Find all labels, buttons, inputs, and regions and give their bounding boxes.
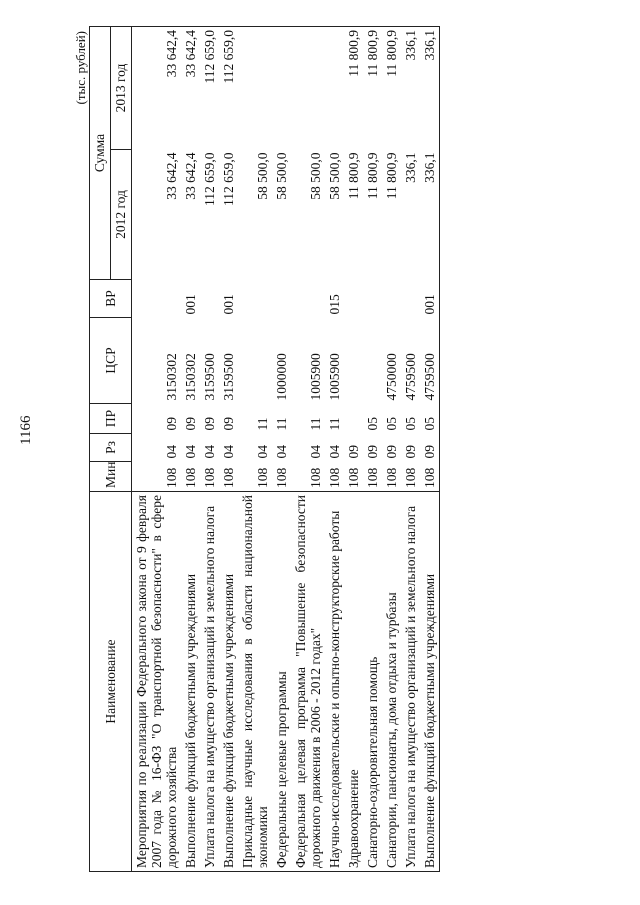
row-min: 108 [384, 467, 399, 488]
header-2013: 2013 год [111, 26, 132, 149]
row-sum-2013: 33 642,4 [132, 26, 182, 149]
row-rz: 04 [221, 445, 236, 459]
row-sum-2013: 11 800,9 [382, 26, 401, 149]
row-csr: 4750000 [384, 353, 399, 401]
row-name: Мероприятия по реализации Федерального закона от 9 февраля 2007 года № 16-ФЗ "О транспортной безопасности" в сфере дорожного хозяйства [132, 492, 182, 872]
row-rz: 09 [365, 445, 380, 459]
table-row [325, 26, 344, 871]
table-row [272, 26, 291, 871]
row-rz: 09 [420, 434, 440, 462]
row-name: Уплата налога на имущество организаций и земельного налога [200, 492, 219, 872]
row-csr: 3150302 [164, 353, 179, 401]
row-rz: 09 [384, 445, 399, 459]
row-sum-2012: 58 500,0 [327, 152, 342, 200]
row-name: Выполнение функций бюджетными учреждениями [420, 492, 440, 872]
table-row [344, 26, 363, 871]
row-csr: 1005900 [327, 353, 342, 401]
table-row [219, 26, 238, 871]
row-name: Выполнение функций бюджетными учреждениями [181, 492, 200, 872]
row-sum-2012: 11 800,9 [365, 152, 380, 200]
row-vr [291, 280, 325, 318]
row-sum-2013 [291, 26, 325, 149]
row-sum-2012: 112 659,0 [202, 152, 217, 206]
row-vr: 015 [327, 294, 342, 315]
row-pr: 05 [420, 404, 440, 434]
table-row [401, 26, 420, 871]
row-sum-2012: 33 642,4 [183, 152, 198, 200]
row-csr [238, 318, 272, 404]
budget-table [89, 26, 440, 872]
row-min: 108 [183, 467, 198, 488]
header-sum: Сумма [90, 26, 111, 279]
row-rz: 04 [327, 445, 342, 459]
row-name: Федеральная целевая программа "Повышение безопасности дорожного движения в 2006 - 2012 годах" [291, 492, 325, 872]
row-csr [344, 318, 363, 404]
row-min: 108 [365, 467, 380, 488]
row-sum-2012: 11 800,9 [346, 152, 361, 200]
row-vr [272, 280, 291, 318]
row-pr: 09 [183, 417, 198, 431]
header-2012: 2012 год [111, 150, 132, 280]
header-csr: ЦСР [90, 318, 132, 404]
row-name: Научно-исследовательские и опытно-конструкторские работы [325, 492, 344, 872]
row-pr: 09 [164, 417, 179, 431]
header-min: Мин [90, 462, 132, 492]
row-rz: 04 [308, 445, 323, 459]
row-min: 108 [164, 467, 179, 488]
row-pr: 11 [308, 417, 323, 431]
row-pr [344, 404, 363, 434]
row-name: Санатории, пансионаты, дома отдыха и турбазы [382, 492, 401, 872]
row-csr: 3159500 [221, 353, 236, 401]
row-vr [238, 280, 272, 318]
row-csr: 4759500 [403, 353, 418, 401]
row-pr: 09 [221, 417, 236, 431]
row-sum-2013: 11 800,9 [363, 26, 382, 149]
row-vr [401, 280, 420, 318]
row-csr: 1005900 [308, 353, 323, 401]
table-row [420, 26, 440, 871]
row-pr: 11 [255, 417, 270, 431]
row-sum-2012: 58 500,0 [274, 152, 289, 200]
row-sum-2013: 112 659,0 [200, 26, 219, 149]
row-pr: 05 [403, 417, 418, 431]
row-name: Выполнение функций бюджетными учреждениями [219, 492, 238, 872]
row-csr [363, 318, 382, 404]
row-pr: 11 [274, 417, 289, 431]
row-pr: 05 [365, 417, 380, 431]
row-name: Здравоохранение [344, 492, 363, 872]
row-vr: 001 [183, 294, 198, 315]
table-row [200, 26, 219, 871]
row-csr: 3159500 [202, 353, 217, 401]
row-sum-2013: 33 642,4 [181, 26, 200, 149]
row-name: Прикладные научные исследования в области национальной экономики [238, 492, 272, 872]
row-csr: 1000000 [274, 353, 289, 401]
row-sum-2013: 11 800,9 [344, 26, 363, 149]
row-csr: 3150302 [183, 353, 198, 401]
row-sum-2013 [238, 26, 272, 149]
table-row [291, 26, 325, 871]
row-sum-2012: 336,1 [403, 152, 418, 183]
table-row [238, 26, 272, 871]
row-sum-2012: 58 500,0 [308, 152, 323, 200]
row-min: 108 [420, 462, 440, 492]
header-pr: ПР [90, 404, 132, 434]
row-vr [132, 280, 182, 318]
row-min: 108 [403, 467, 418, 488]
page-number: 1166 [18, 415, 34, 445]
table-row [132, 26, 182, 871]
row-rz: 04 [202, 445, 217, 459]
row-min: 108 [346, 467, 361, 488]
row-rz: 04 [255, 445, 270, 459]
row-vr: 001 [221, 294, 236, 315]
row-min: 108 [202, 467, 217, 488]
row-sum-2013: 336,1 [420, 26, 440, 149]
header-vr: ВР [90, 280, 132, 318]
row-rz: 04 [183, 445, 198, 459]
row-sum-2012: 33 642,4 [164, 152, 179, 200]
row-min: 108 [308, 467, 323, 488]
row-sum-2012: 336,1 [420, 150, 440, 280]
row-vr [200, 280, 219, 318]
row-rz: 04 [164, 445, 179, 459]
row-sum-2013 [272, 26, 291, 149]
row-name: Уплата налога на имущество организаций и земельного налога [401, 492, 420, 872]
row-pr: 05 [384, 417, 399, 431]
row-name: Санаторно-оздоровительная помощь [363, 492, 382, 872]
row-pr: 09 [202, 417, 217, 431]
row-sum-2013: 336,1 [401, 26, 420, 149]
row-min: 108 [327, 467, 342, 488]
row-csr: 4759500 [420, 318, 440, 404]
header-rz: Рз [90, 434, 132, 462]
row-rz: 09 [403, 445, 418, 459]
header-name: Наименование [90, 492, 132, 872]
row-min: 108 [255, 467, 270, 488]
row-sum-2012: 112 659,0 [221, 152, 236, 206]
row-vr: 001 [420, 280, 440, 318]
row-sum-2013: 112 659,0 [219, 26, 238, 149]
row-vr [363, 280, 382, 318]
table-row [181, 26, 200, 871]
row-name: Федеральные целевые программы [272, 492, 291, 872]
header-row [90, 26, 111, 871]
units-caption: (тыс. рублей) [73, 31, 88, 105]
row-vr [344, 280, 363, 318]
row-rz: 04 [274, 445, 289, 459]
row-pr: 11 [327, 417, 342, 431]
table-row [382, 26, 401, 871]
row-rz: 09 [346, 445, 361, 459]
table-row [363, 26, 382, 871]
budget-table-page [72, 27, 617, 872]
row-sum-2013 [325, 26, 344, 149]
row-vr [382, 280, 401, 318]
row-sum-2012: 58 500,0 [255, 152, 270, 200]
row-sum-2012: 11 800,9 [384, 152, 399, 200]
row-min: 108 [274, 467, 289, 488]
row-min: 108 [221, 467, 236, 488]
